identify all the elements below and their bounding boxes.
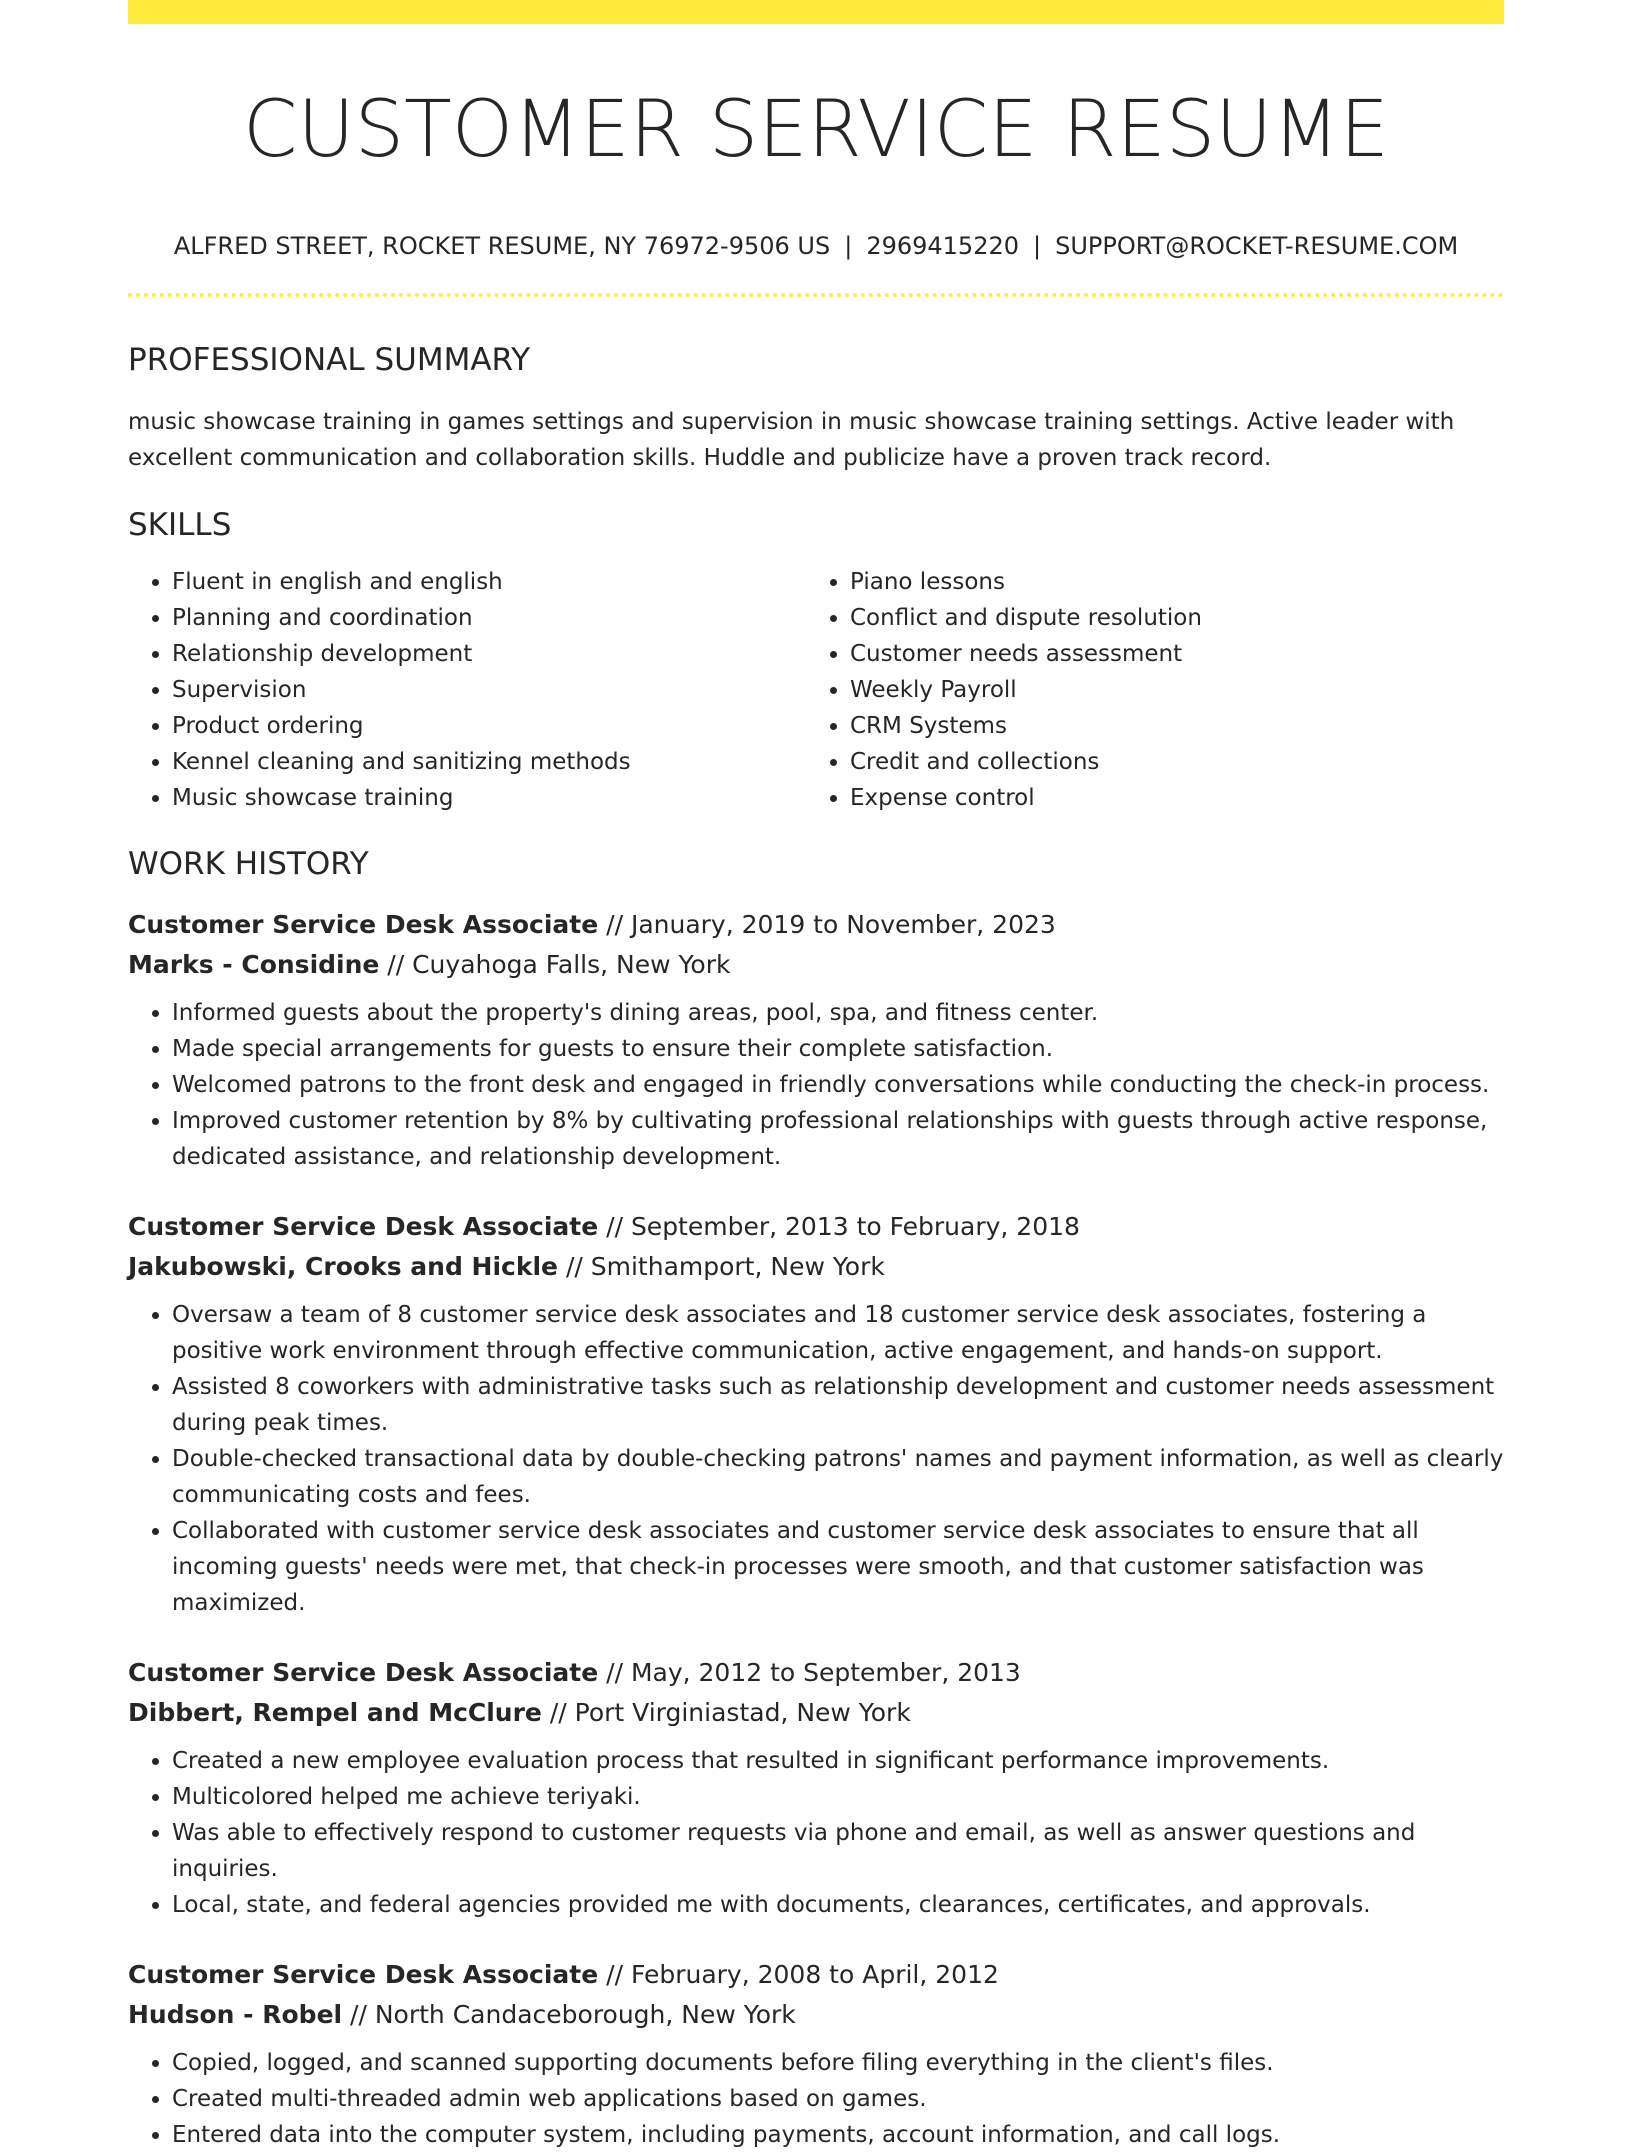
job-bullet: • Oversaw a team of 8 customer service desk associates and 18 customer service desk associates, fostering a positive work environment through effective communication, active engagement, and hands-on support. [172,1297,1504,1369]
job-dates: // February, 2008 to April, 2012 [598,1959,999,1989]
job-role-line [128,1955,1504,1995]
job-role-line [128,905,1504,945]
job-entry [128,1653,1504,1923]
job-bullet: • Multicolored helped me achieve teriyaki. [172,1779,1504,1815]
contact-separator: | [1033,231,1042,260]
job-role-line [128,1207,1504,1247]
summary-heading: PROFESSIONAL SUMMARY [128,342,531,379]
job-bullet: • Assisted 8 coworkers with administrative tasks such as relationship development and customer needs assessment during peak times. [172,1369,1504,1441]
resume-title: CUSTOMER SERVICE RESUME [243,85,1389,175]
skill-item: • CRM Systems [850,708,1484,744]
job-bullet: • Created multi-threaded admin web applications based on games. [172,2081,1504,2117]
skill-item: • Fluent in english and english [172,564,806,600]
skill-item: • Relationship development [172,636,806,672]
job-bullet: • Copied, logged, and scanned supporting documents before filing everything in the client's files. [172,2045,1504,2081]
job-company: Dibbert, Rempel and McClure [128,1697,542,1727]
job-bullets [128,2045,1504,2153]
job-bullet: • Local, state, and federal agencies provided me with documents, clearances, certificates, and approvals. [172,1887,1504,1923]
job-location: // Port Virginiastad, New York [541,1697,911,1727]
job-company-line [128,945,1504,985]
job-entry [128,1955,1504,2153]
skill-item: • Expense control [850,780,1484,816]
job-dates: // May, 2012 to September, 2013 [598,1657,1021,1687]
resume-page [128,0,1504,2153]
skill-item: • Supervision [172,672,806,708]
job-company-line [128,1995,1504,2035]
skill-item: • Kennel cleaning and sanitizing methods [172,744,806,780]
job-company-line [128,1693,1504,1733]
skill-item: • Customer needs assessment [850,636,1484,672]
skill-item: • Product ordering [172,708,806,744]
email-text: SUPPORT@ROCKET-RESUME.COM [1055,231,1459,260]
job-company: Jakubowski, Crooks and Hickle [128,1251,559,1281]
job-role: Customer Service Desk Associate [128,1211,599,1241]
job-bullets [128,1297,1504,1621]
job-bullet: • Welcomed patrons to the front desk and engaged in friendly conversations while conducting the check-in process. [172,1067,1504,1103]
work-history-heading: WORK HISTORY [128,845,369,882]
skills-list-left [128,564,806,816]
job-company: Hudson - Robel [128,1999,343,2029]
address-text: ALFRED STREET, ROCKET RESUME, NY 76972-9506 US [173,231,831,260]
job-role-line [128,1653,1504,1693]
job-bullet: • Informed guests about the property's dining areas, pool, spa, and fitness center. [172,995,1504,1031]
summary-text: music showcase training in games settings and supervision in music showcase training settings. Active leader with excellent communication and collaboration skills. Huddle and publicize have a proven track record. [128,408,1455,471]
job-location: // Cuyahoga Falls, New York [379,949,731,979]
contact-separator: | [844,231,853,260]
accent-top-bar [128,0,1504,24]
job-bullet: • Was able to effectively respond to customer requests via phone and email, as well as answer questions and inquiries. [172,1815,1504,1887]
job-bullet: • Made special arrangements for guests to ensure their complete satisfaction. [172,1031,1504,1067]
skill-item: • Piano lessons [850,564,1484,600]
skill-item: • Credit and collections [850,744,1484,780]
skill-item: • Weekly Payroll [850,672,1484,708]
job-bullet: • Double-checked transactional data by double-checking patrons' names and payment information, as well as clearly communicating costs and fees. [172,1441,1504,1513]
job-dates: // January, 2019 to November, 2023 [598,909,1056,939]
job-bullet: • Created a new employee evaluation process that resulted in significant performance improvements. [172,1743,1504,1779]
job-role: Customer Service Desk Associate [128,1959,599,1989]
skill-item: • Planning and coordination [172,600,806,636]
job-bullets [128,1743,1504,1923]
job-location: // North Candaceborough, New York [342,1999,796,2029]
job-entry [128,905,1504,1175]
skills-heading: SKILLS [128,506,232,543]
job-company-line [128,1247,1504,1287]
dotted-divider [128,293,1504,297]
skill-item: • Music showcase training [172,780,806,816]
skills-list-right [806,564,1484,816]
job-entry [128,1207,1504,1621]
contact-line [128,232,1504,261]
phone-text: 2969415220 [866,231,1020,260]
job-company: Marks - Considine [128,949,380,979]
job-role: Customer Service Desk Associate [128,909,599,939]
job-bullet: • Collaborated with customer service desk associates and customer service desk associates to ensure that all incoming guests' needs were met, that check-in processes were smooth, and that customer satisfaction was maximized. [172,1513,1504,1621]
job-bullet: • Entered data into the computer system, including payments, account information, and call logs. [172,2117,1504,2153]
job-dates: // September, 2013 to February, 2018 [598,1211,1080,1241]
job-bullet: • Improved customer retention by 8% by cultivating professional relationships with guests through active response, dedicated assistance, and relationship development. [172,1103,1504,1175]
job-role: Customer Service Desk Associate [128,1657,599,1687]
skill-item: • Conflict and dispute resolution [850,600,1484,636]
skills-columns [128,564,1504,816]
job-location: // Smithamport, New York [558,1251,885,1281]
job-bullets [128,995,1504,1175]
